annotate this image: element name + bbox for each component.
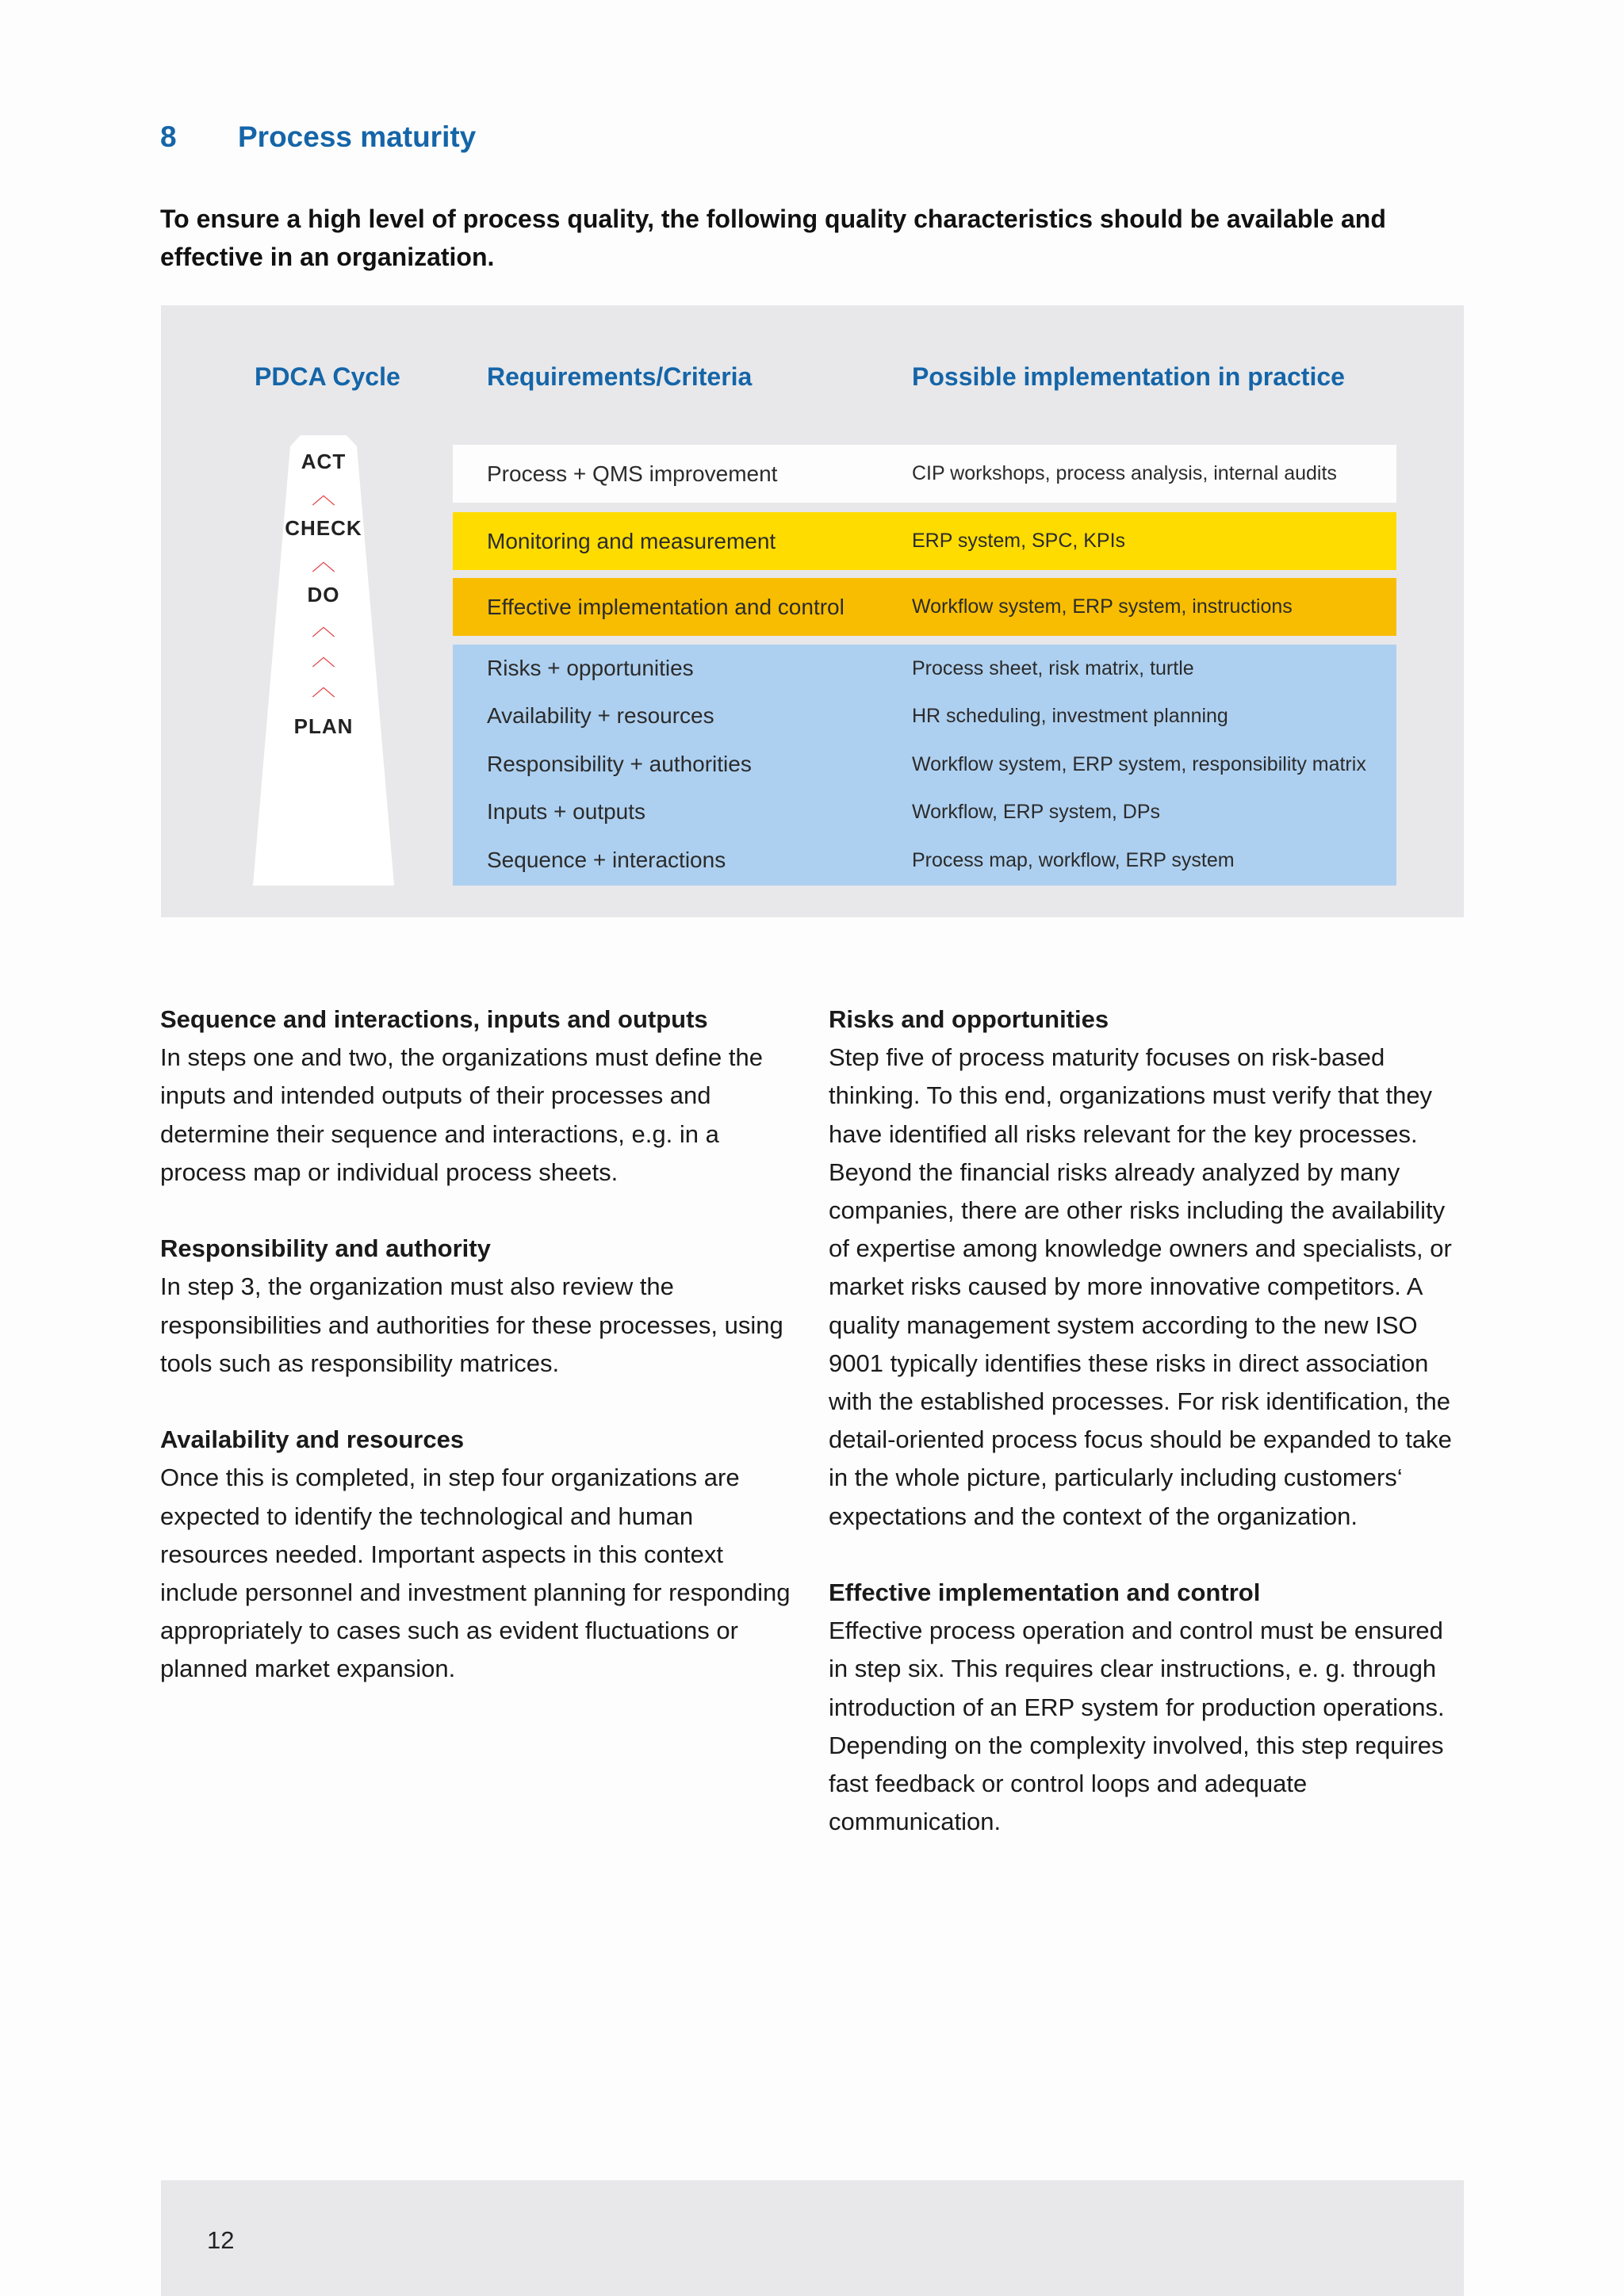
table-row-availability [453, 692, 1396, 740]
section-title: Responsibility and authority [160, 1234, 491, 1263]
table-row-responsibility [453, 740, 1396, 788]
table-row-inputs [453, 788, 1396, 836]
header-pdca-cycle: PDCA Cycle [255, 362, 400, 391]
header-implementation: Possible implementation in practice [912, 362, 1345, 391]
section-risks [829, 1001, 1463, 1536]
requirement-cell: Process + QMS improvement [487, 461, 778, 486]
implementation-cell: CIP workshops, process analysis, internal audits [912, 462, 1337, 484]
section-body: In steps one and two, the organizations must define the inputs and intended outputs of their processes and determine their sequence and interactions, e.g. in a process map or individual process sheets. [160, 1043, 763, 1186]
stage-check: CHECK [285, 516, 362, 540]
table-row-improvement [453, 445, 1396, 503]
section-heading [160, 121, 476, 154]
table-row-implementation [453, 578, 1396, 636]
requirement-cell: Responsibility + authorities [487, 752, 752, 776]
chevron-up-icon: ︿ [312, 549, 335, 576]
page-footer [161, 2180, 1464, 2296]
table-row-monitoring [453, 512, 1396, 570]
section-body: Once this is completed, in step four organizations are expected to identify the technological and human resources needed. Important aspects in this context include personnel and investment planning for responding appropriately to cases such as evident fluctuations or planned market expansion. [160, 1464, 791, 1683]
requirement-cell: Effective implementation and control [487, 594, 845, 619]
section-title: Availability and resources [160, 1425, 465, 1454]
stage-do: DO [307, 583, 340, 607]
requirement-cell: Inputs + outputs [487, 799, 646, 824]
pdca-table-panel [161, 305, 1464, 917]
implementation-cell: Workflow system, ERP system, instructions [912, 595, 1293, 618]
chevron-up-icon: ︿ [312, 675, 335, 701]
section-body: In step 3, the organization must also review the responsibilities and authorities for these processes, using tools such as responsibility matrices. [160, 1272, 783, 1377]
section-title: Process maturity [238, 121, 477, 153]
section-number: 8 [160, 121, 177, 153]
section-responsibility [160, 1230, 795, 1383]
section-body: Effective process operation and control must be ensured in step six. This requires clear instructions, e. g. through introduction of an ERP system for production operations. Depending on the complexity involved, this step requires fast feedback or control loops and adequate communication. [829, 1617, 1445, 1836]
requirement-cell: Risks + opportunities [487, 656, 694, 680]
intro-text: To ensure a high level of process quality, the following quality characteristics should be available and effective in an organization. [160, 205, 1386, 271]
chevron-up-icon: ︿ [312, 614, 335, 641]
implementation-cell: Workflow, ERP system, DPs [912, 800, 1161, 823]
table-row-risks [453, 645, 1396, 692]
pdca-tower [253, 435, 394, 886]
implementation-cell: HR scheduling, investment planning [912, 704, 1228, 727]
section-effective-implementation [829, 1574, 1463, 1841]
section-body: Step five of process maturity focuses on risk-based thinking. To this end, organizations must verify that they have identified all risks relevant for the key processes. Beyond the financial risks already analyzed by many companies, there are other risks including the availability of expertise among knowledge owners and specialists, or market risks caused by more innovative competitors. A quality management system according to the new ISO 9001 typically identifies these risks in direct association with the established processes. For risk identification, the detail-oriented process focus should be expanded to take in the whole picture, particularly including customers‘ expectations and the context of the organization. [829, 1043, 1452, 1530]
implementation-cell: Process map, workflow, ERP system [912, 848, 1235, 871]
chevron-up-icon: ︿ [312, 645, 335, 671]
section-title: Risks and opportunities [829, 1005, 1109, 1033]
page-number: 12 [207, 2226, 235, 2254]
section-sequence [160, 1001, 795, 1192]
implementation-cell: Workflow system, ERP system, responsibility matrix [912, 752, 1366, 775]
left-column [160, 1001, 795, 1727]
right-column [829, 1001, 1463, 1880]
stage-act: ACT [301, 450, 347, 473]
chevron-up-icon: ︿ [312, 483, 335, 509]
stage-plan: PLAN [293, 714, 354, 738]
header-requirements: Requirements/Criteria [487, 362, 753, 391]
section-title: Effective implementation and control [829, 1578, 1261, 1607]
requirement-cell: Monitoring and measurement [487, 528, 776, 553]
section-title: Sequence and interactions, inputs and outputs [160, 1005, 708, 1033]
section-availability [160, 1421, 795, 1688]
table-row-sequence [453, 836, 1396, 884]
implementation-cell: ERP system, SPC, KPIs [912, 530, 1126, 552]
requirement-cell: Sequence + interactions [487, 848, 726, 872]
requirement-cell: Availability + resources [487, 703, 714, 728]
implementation-cell: Process sheet, risk matrix, turtle [912, 656, 1194, 679]
